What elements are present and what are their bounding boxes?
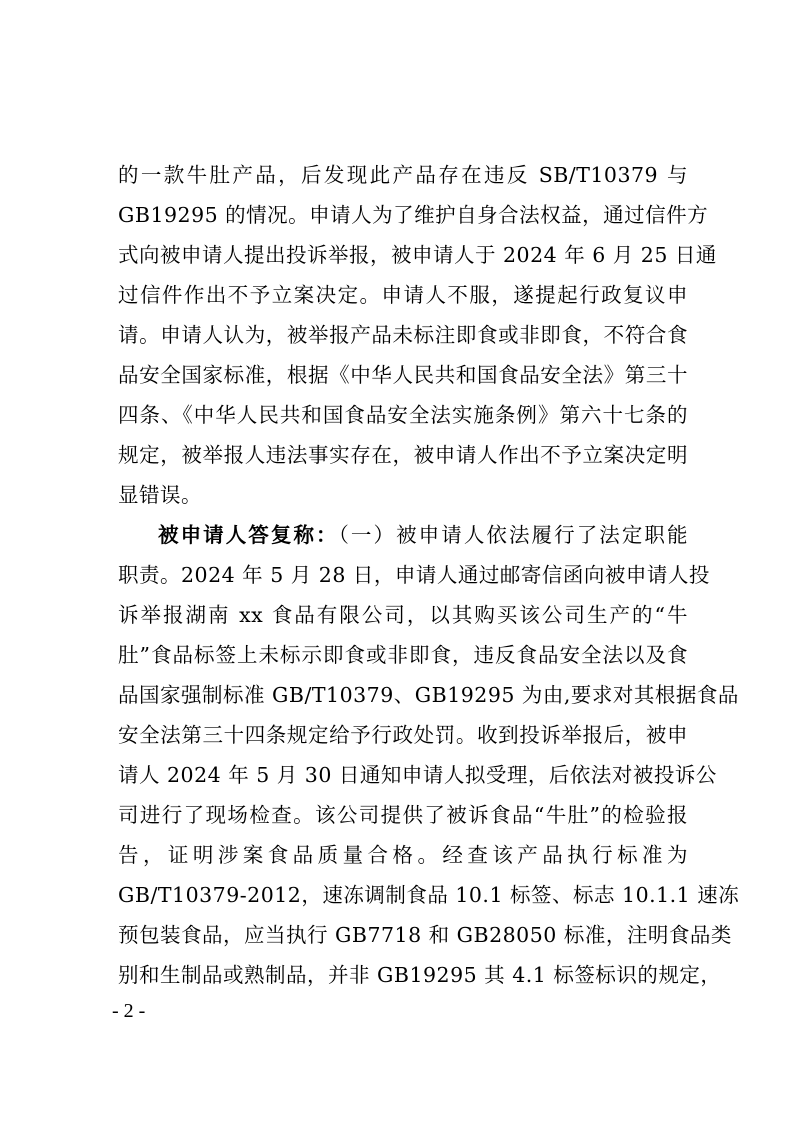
paragraph2-line-12: 别和生制品或熟制品，并非 GB19295 其 4.1 标签标识的规定，: [118, 963, 722, 987]
paragraph2-line-7: 请人 2024 年 5 月 30 日通知申请人拟受理，后依法对被投诉公: [118, 763, 717, 787]
paragraph2-heading: 被申请人答复称：: [158, 523, 339, 547]
paragraph2-line-10: GB/T10379-2012，速冻调制食品 10.1 标签、标志 10.1.1 速冻: [118, 883, 740, 907]
paragraph2-line-3: 诉举报湖南 xx 食品有限公司，以其购买该公司生产的“牛: [118, 603, 688, 627]
page-number: - 2 -: [112, 1000, 146, 1022]
paragraph1-line-6: 品安全国家标准，根据《中华人民共和国食品安全法》第三十: [118, 363, 688, 387]
paragraph2-line-8: 司进行了现场检查。该公司提供了被诉食品“牛肚”的检验报: [118, 803, 688, 827]
paragraph2-line-9: 告，证明涉案食品质量合格。经查该产品执行标准为: [118, 843, 688, 867]
paragraph2-line-6: 安全法第三十四条规定给予行政处罚。收到投诉举报后，被申: [118, 723, 688, 747]
paragraph1-line-4: 过信件作出不予立案决定。申请人不服，遂提起行政复议申: [118, 283, 688, 307]
paragraph1-line-8: 规定，被举报人违法事实存在，被申请人作出不予立案决定明: [118, 443, 688, 467]
paragraph1-line-2: GB19295 的情况。申请人为了维护自身合法权益，通过信件方: [118, 203, 709, 227]
paragraph2-line-2: 职责。2024 年 5 月 28 日，申请人通过邮寄信函向被申请人投: [118, 563, 710, 587]
paragraph1-line-1: 的一款牛肚产品，后发现此产品存在违反 SB/T10379 与: [118, 163, 688, 187]
paragraph2-line-4: 肚”食品标签上未标示即食或非即食，违反食品安全法以及食: [118, 643, 688, 667]
paragraph1-line-3: 式向被申请人提出投诉举报，被申请人于 2024 年 6 月 25 日通: [118, 243, 717, 267]
paragraph2-line-11: 预包装食品，应当执行 GB7718 和 GB28050 标准，注明食品类: [118, 923, 732, 947]
paragraph1-line-7: 四条、《中华人民共和国食品安全法实施条例》第六十七条的: [118, 403, 688, 427]
paragraph2-first-line: [158, 515, 688, 555]
paragraph1-line-5: 请。申请人认为，被举报产品未标注即食或非即食，不符合食: [118, 323, 688, 347]
paragraph2-first-line-rest: （一）被申请人依法履行了法定职能: [338, 523, 688, 547]
paragraph2-line-5: 品国家强制标准 GB/T10379、GB19295 为由,要求对其根据食品: [118, 683, 739, 707]
paragraph1-line-9: 显错误。: [118, 483, 202, 507]
